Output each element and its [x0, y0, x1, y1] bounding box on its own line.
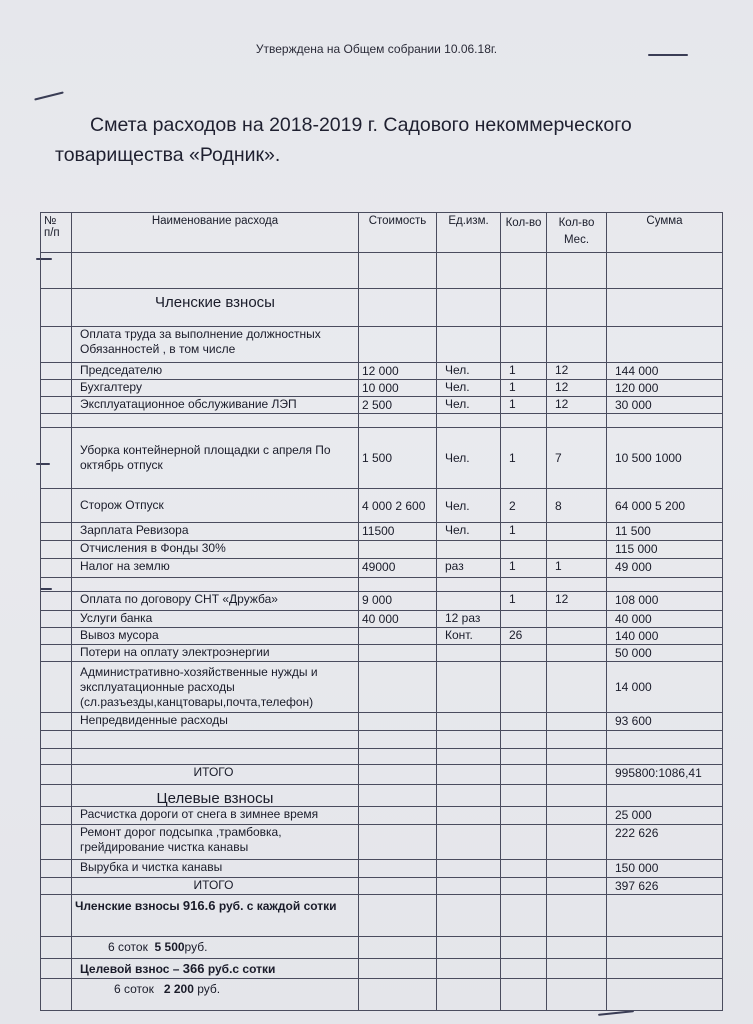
cell-qty	[501, 731, 547, 749]
table-row	[41, 541, 723, 559]
cell-qty: 1	[501, 380, 547, 397]
table-row	[41, 489, 723, 523]
cell-qty	[501, 878, 547, 895]
cell-num	[41, 523, 72, 541]
cell-num	[41, 592, 72, 611]
page-title	[55, 110, 705, 170]
cell-name	[72, 731, 359, 749]
cell-sum: 144 000	[607, 363, 723, 380]
cell-months	[547, 628, 607, 645]
cell-sum: 93 600	[607, 713, 723, 731]
cell-sum	[607, 289, 723, 327]
cell-cost	[359, 713, 437, 731]
table-header-row	[41, 213, 723, 253]
cell-cost: 40 000	[359, 611, 437, 628]
cell-name: Ремонт дорог подсыпка ,трамбовка, грейдирование чистка канавы	[72, 825, 359, 860]
cell-months	[547, 578, 607, 592]
cell-name	[72, 253, 359, 289]
cell-months	[547, 713, 607, 731]
cell-name	[72, 749, 359, 765]
cell-sum: 30 000	[607, 397, 723, 414]
cell-num	[41, 489, 72, 523]
cell-months	[547, 825, 607, 860]
cell-months	[547, 253, 607, 289]
cell-name: Оплата по договору СНТ «Дружба»	[72, 592, 359, 611]
footer-row	[41, 895, 723, 937]
cell-qty	[501, 749, 547, 765]
section-row	[41, 289, 723, 327]
cell-unit: раз	[437, 559, 501, 578]
cell-qty	[501, 662, 547, 713]
table-row	[41, 253, 723, 289]
cell-months	[547, 541, 607, 559]
cell-months: 12	[547, 380, 607, 397]
cell-unit: Чел.	[437, 489, 501, 523]
cell-sum: 25 000	[607, 807, 723, 825]
pen-mark	[34, 91, 64, 100]
cell-cost	[359, 289, 437, 327]
cell-num	[41, 749, 72, 765]
table-row	[41, 611, 723, 628]
table-row	[41, 363, 723, 380]
cell-sum: 397 626	[607, 878, 723, 895]
cell-name: Бухгалтеру	[72, 380, 359, 397]
cell-months	[547, 289, 607, 327]
cell-sum: 64 000 5 200	[607, 489, 723, 523]
cell-num	[41, 807, 72, 825]
cell-unit: Чел.	[437, 380, 501, 397]
table-row	[41, 327, 723, 363]
cell-num	[41, 327, 72, 363]
cell-num	[41, 380, 72, 397]
cell-num	[41, 825, 72, 860]
cell-sum	[607, 327, 723, 363]
cell-qty: 1	[501, 363, 547, 380]
cell-name: Уборка контейнерной площадки с апреля По октябрь отпуск	[72, 428, 359, 489]
cell-unit: Чел.	[437, 397, 501, 414]
table-row	[41, 662, 723, 713]
cell-unit	[437, 731, 501, 749]
header-months: Кол-во Мес.	[547, 213, 607, 253]
cell-qty	[501, 253, 547, 289]
cell-qty	[501, 807, 547, 825]
cell-cost: 10 000	[359, 380, 437, 397]
cell-cost	[359, 662, 437, 713]
cell-cost	[359, 541, 437, 559]
cell-unit	[437, 662, 501, 713]
cell-qty	[501, 645, 547, 662]
cell-qty: 2	[501, 489, 547, 523]
cell-qty: 1	[501, 428, 547, 489]
cell-cost	[359, 628, 437, 645]
cell-num	[41, 289, 72, 327]
cell-name: Членские взносы	[72, 289, 359, 327]
total-row	[41, 878, 723, 895]
cell-months: 12	[547, 592, 607, 611]
member-fee-rate: Членские взносы 916.6 руб. с каждой сотки	[72, 895, 359, 937]
cell-sum: 995800:1086,41	[607, 765, 723, 785]
cell-sum: 222 626	[607, 825, 723, 860]
cell-qty: 1	[501, 523, 547, 541]
table-row	[41, 628, 723, 645]
cell-name: Налог на землю	[72, 559, 359, 578]
cell-num	[41, 731, 72, 749]
cell-months: 7	[547, 428, 607, 489]
cell-name: Зарплата Ревизора	[72, 523, 359, 541]
cell-months	[547, 749, 607, 765]
cell-name: Отчисления в Фонды 30%	[72, 541, 359, 559]
cell-qty: 1	[501, 592, 547, 611]
cell-months: 1	[547, 559, 607, 578]
cell-cost	[359, 860, 437, 878]
cell-months	[547, 327, 607, 363]
table-row	[41, 397, 723, 414]
cell-months	[547, 414, 607, 428]
cell-cost	[359, 253, 437, 289]
header-cost: Стоимость	[359, 213, 437, 253]
cell-num	[41, 428, 72, 489]
cell-name: Расчистка дороги от снега в зимнее время	[72, 807, 359, 825]
cell-num	[41, 645, 72, 662]
cell-name: Административно-хозяйственные нужды и эксплуатационные расходы (сл.разъезды,канцтовары,почта,телефон)	[72, 662, 359, 713]
pen-mark	[648, 54, 688, 56]
cell-unit	[437, 578, 501, 592]
cell-qty: 1	[501, 559, 547, 578]
cell-months	[547, 611, 607, 628]
table-row	[41, 731, 723, 749]
cell-unit	[437, 592, 501, 611]
cell-months	[547, 731, 607, 749]
cell-num	[41, 662, 72, 713]
cell-unit	[437, 541, 501, 559]
cell-qty	[501, 611, 547, 628]
cell-num	[41, 397, 72, 414]
cell-months	[547, 878, 607, 895]
cell-unit	[437, 253, 501, 289]
cell-sum: 11 500	[607, 523, 723, 541]
cell-sum: 14 000	[607, 662, 723, 713]
header-unit: Ед.изм.	[437, 213, 501, 253]
header-name: Наименование расхода	[72, 213, 359, 253]
cell-qty	[501, 785, 547, 807]
cell-unit	[437, 327, 501, 363]
cell-months	[547, 860, 607, 878]
cell-sum	[607, 253, 723, 289]
table-row	[41, 559, 723, 578]
header-qty: Кол-во	[501, 213, 547, 253]
footer-row	[41, 979, 723, 1011]
cell-qty	[501, 860, 547, 878]
cell-cost: 49000	[359, 559, 437, 578]
cell-cost	[359, 825, 437, 860]
cell-months	[547, 807, 607, 825]
cell-months: 12	[547, 363, 607, 380]
cell-cost	[359, 578, 437, 592]
cell-unit: Чел.	[437, 363, 501, 380]
cell-cost	[359, 645, 437, 662]
cell-unit	[437, 765, 501, 785]
cell-unit	[437, 645, 501, 662]
member-fee-six-sotok: 6 соток 5 500руб.	[72, 937, 359, 959]
cell-cost: 2 500	[359, 397, 437, 414]
cell-name	[72, 578, 359, 592]
cell-sum: 50 000	[607, 645, 723, 662]
cell-qty	[501, 713, 547, 731]
table-row	[41, 592, 723, 611]
cell-name: Целевые взносы	[72, 785, 359, 807]
table-row	[41, 523, 723, 541]
cell-num	[41, 878, 72, 895]
cell-cost: 9 000	[359, 592, 437, 611]
cell-name	[72, 414, 359, 428]
section-row	[41, 785, 723, 807]
approval-note: Утверждена на Общем собрании 10.06.18г.	[255, 42, 498, 56]
cell-cost	[359, 731, 437, 749]
cell-qty	[501, 541, 547, 559]
cell-sum: 140 000	[607, 628, 723, 645]
cell-qty	[501, 765, 547, 785]
cell-sum	[607, 749, 723, 765]
cell-sum: 150 000	[607, 860, 723, 878]
cell-sum	[607, 785, 723, 807]
cell-cost: 12 000	[359, 363, 437, 380]
cell-cost	[359, 765, 437, 785]
cell-name: Услуги банка	[72, 611, 359, 628]
cell-sum: 49 000	[607, 559, 723, 578]
cell-num	[41, 611, 72, 628]
cell-num	[41, 713, 72, 731]
cell-num	[41, 541, 72, 559]
cell-num	[41, 578, 72, 592]
cell-unit	[437, 860, 501, 878]
cell-num	[41, 559, 72, 578]
cell-num	[41, 253, 72, 289]
footer-row	[41, 937, 723, 959]
cell-unit	[437, 749, 501, 765]
cell-sum: 115 000	[607, 541, 723, 559]
target-fee-six-sotok: 6 соток 2 200 руб.	[72, 979, 359, 1011]
cell-num	[41, 363, 72, 380]
cell-cost: 4 000 2 600	[359, 489, 437, 523]
cell-qty	[501, 825, 547, 860]
cell-sum	[607, 414, 723, 428]
table-row	[41, 578, 723, 592]
cell-num	[41, 765, 72, 785]
cell-name: ИТОГО	[72, 765, 359, 785]
table-row	[41, 380, 723, 397]
cell-sum: 108 000	[607, 592, 723, 611]
cell-months	[547, 523, 607, 541]
cell-sum: 10 500 1000	[607, 428, 723, 489]
cell-name: Оплата труда за выполнение должностных Обязанностей , в том числе	[72, 327, 359, 363]
cell-name: Сторож Отпуск	[72, 489, 359, 523]
table-row	[41, 713, 723, 731]
cell-name: Непредвиденные расходы	[72, 713, 359, 731]
cell-num	[41, 628, 72, 645]
cell-qty	[501, 327, 547, 363]
cell-qty	[501, 578, 547, 592]
table-row	[41, 428, 723, 489]
cell-months	[547, 785, 607, 807]
cell-unit	[437, 807, 501, 825]
budget-table	[40, 212, 723, 1011]
cell-name: Потери на оплату электроэнергии	[72, 645, 359, 662]
cell-cost: 11500	[359, 523, 437, 541]
cell-num	[41, 860, 72, 878]
cell-months: 8	[547, 489, 607, 523]
cell-cost	[359, 414, 437, 428]
footer-row	[41, 959, 723, 979]
cell-sum: 120 000	[607, 380, 723, 397]
cell-name: Председателю	[72, 363, 359, 380]
title-line-2: товарищества «Родник».	[55, 144, 281, 166]
table-row	[41, 645, 723, 662]
cell-cost	[359, 878, 437, 895]
cell-unit	[437, 713, 501, 731]
cell-name: Вырубка и чистка канавы	[72, 860, 359, 878]
table-row	[41, 807, 723, 825]
cell-cost	[359, 327, 437, 363]
cell-unit	[437, 289, 501, 327]
cell-unit	[437, 878, 501, 895]
target-fee-rate: Целевой взнос – 366 руб.с сотки	[72, 959, 359, 979]
cell-unit: Чел.	[437, 523, 501, 541]
cell-months	[547, 662, 607, 713]
cell-name: Эксплуатационное обслуживание ЛЭП	[72, 397, 359, 414]
cell-name: Вывоз мусора	[72, 628, 359, 645]
cell-sum: 40 000	[607, 611, 723, 628]
cell-num	[41, 414, 72, 428]
table-row	[41, 825, 723, 860]
table-row	[41, 860, 723, 878]
table-row	[41, 414, 723, 428]
cell-cost	[359, 749, 437, 765]
cell-months: 12	[547, 397, 607, 414]
total-row	[41, 765, 723, 785]
cell-unit	[437, 414, 501, 428]
header-num: № п/п	[41, 213, 72, 253]
cell-qty: 26	[501, 628, 547, 645]
cell-cost	[359, 785, 437, 807]
header-sum: Сумма	[607, 213, 723, 253]
cell-qty	[501, 414, 547, 428]
cell-unit	[437, 785, 501, 807]
cell-cost: 1 500	[359, 428, 437, 489]
cell-unit: Чел.	[437, 428, 501, 489]
cell-months	[547, 645, 607, 662]
cell-sum	[607, 731, 723, 749]
cell-unit: 12 раз	[437, 611, 501, 628]
cell-cost	[359, 807, 437, 825]
cell-qty: 1	[501, 397, 547, 414]
title-line-1: Смета расходов на 2018-2019 г. Садового некоммерческого	[90, 114, 632, 136]
table-row	[41, 749, 723, 765]
cell-name: ИТОГО	[72, 878, 359, 895]
cell-num	[41, 785, 72, 807]
cell-unit: Конт.	[437, 628, 501, 645]
cell-qty	[501, 289, 547, 327]
cell-sum	[607, 578, 723, 592]
cell-months	[547, 765, 607, 785]
cell-unit	[437, 825, 501, 860]
